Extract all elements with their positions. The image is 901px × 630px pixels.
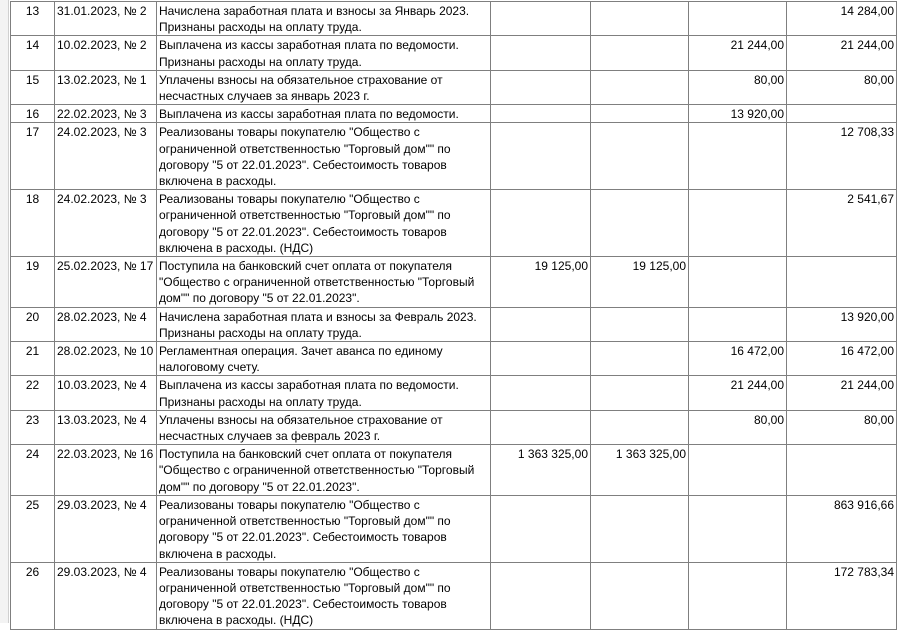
row-number-cell: 13 [11,2,55,36]
income-amount-cell [491,410,591,444]
income-taxable-amount-cell [591,70,689,104]
operation-description-cell: Уплачены взносы на обязательное страхование от несчастных случаев за январь 2023 г. [157,70,491,104]
table-row [11,105,897,123]
operation-description-cell: Реализованы товары покупателю "Общество с ограниченной ответственностью "Торговый дом"" по договору "5 от 22.01.2023". Себестоимость товаров включена в расходы. (НДС) [157,562,491,629]
income-taxable-amount-cell [591,342,689,376]
table-row [11,190,897,257]
operation-description-cell: Начислена заработная плата и взносы за Январь 2023. Признаны расходы на оплату труда. [157,2,491,36]
row-number-cell: 19 [11,257,55,308]
table-row [11,257,897,308]
expense-amount-cell [689,495,787,562]
document-date-cell: 25.02.2023, № 17 [55,257,157,308]
income-amount-cell [491,70,591,104]
row-number-cell: 16 [11,105,55,123]
table-row [11,70,897,104]
income-amount-cell [491,36,591,70]
table-row [11,562,897,629]
ledger-body [11,2,897,630]
expense-taxable-amount-cell [787,105,897,123]
expense-taxable-amount-cell [787,445,897,496]
expense-amount-cell: 13 920,00 [689,105,787,123]
operation-description-cell: Выплачена из кассы заработная плата по ведомости. [157,105,491,123]
income-amount-cell [491,307,591,341]
document-date-cell: 28.02.2023, № 4 [55,307,157,341]
operation-description-cell: Поступила на банковский счет оплата от покупателя "Общество с ограниченной ответственностью "Торговый дом"" по договору "5 от 22.01.2023". [157,445,491,496]
income-expense-ledger-table [10,1,897,630]
expense-taxable-amount-cell: 13 920,00 [787,307,897,341]
income-taxable-amount-cell [591,190,689,257]
income-amount-cell [491,190,591,257]
expense-amount-cell [689,123,787,190]
row-number-cell: 22 [11,376,55,410]
income-amount-cell [491,342,591,376]
expense-taxable-amount-cell: 2 541,67 [787,190,897,257]
row-number-cell: 20 [11,307,55,341]
document-date-cell: 29.03.2023, № 4 [55,562,157,629]
operation-description-cell: Начислена заработная плата и взносы за Февраль 2023. Признаны расходы на оплату труда. [157,307,491,341]
expense-taxable-amount-cell: 863 916,66 [787,495,897,562]
document-date-cell: 28.02.2023, № 10 [55,342,157,376]
expense-amount-cell [689,307,787,341]
expense-amount-cell: 21 244,00 [689,376,787,410]
income-taxable-amount-cell [591,410,689,444]
income-amount-cell: 1 363 325,00 [491,445,591,496]
document-date-cell: 10.03.2023, № 4 [55,376,157,410]
document-date-cell: 24.02.2023, № 3 [55,190,157,257]
income-taxable-amount-cell [591,2,689,36]
document-date-cell: 22.02.2023, № 3 [55,105,157,123]
income-taxable-amount-cell [591,36,689,70]
table-row [11,2,897,36]
income-taxable-amount-cell [591,307,689,341]
income-amount-cell [491,123,591,190]
expense-taxable-amount-cell: 80,00 [787,70,897,104]
table-row [11,342,897,376]
document-date-cell: 24.02.2023, № 3 [55,123,157,190]
document-date-cell: 22.03.2023, № 16 [55,445,157,496]
operation-description-cell: Регламентная операция. Зачет аванса по единому налоговому счету. [157,342,491,376]
expense-amount-cell [689,445,787,496]
income-amount-cell [491,376,591,410]
row-number-cell: 18 [11,190,55,257]
row-number-cell: 21 [11,342,55,376]
table-row [11,445,897,496]
expense-amount-cell [689,190,787,257]
expense-amount-cell [689,2,787,36]
row-number-cell: 23 [11,410,55,444]
row-number-cell: 15 [11,70,55,104]
income-amount-cell [491,562,591,629]
expense-amount-cell: 16 472,00 [689,342,787,376]
row-number-cell: 17 [11,123,55,190]
row-number-cell: 24 [11,445,55,496]
table-row [11,36,897,70]
expense-taxable-amount-cell: 80,00 [787,410,897,444]
expense-amount-cell [689,257,787,308]
document-date-cell: 13.02.2023, № 1 [55,70,157,104]
income-amount-cell: 19 125,00 [491,257,591,308]
expense-taxable-amount-cell: 21 244,00 [787,376,897,410]
operation-description-cell: Выплачена из кассы заработная плата по ведомости. Признаны расходы на оплату труда. [157,376,491,410]
expense-taxable-amount-cell [787,257,897,308]
income-amount-cell [491,2,591,36]
document-date-cell: 10.02.2023, № 2 [55,36,157,70]
table-row [11,495,897,562]
income-amount-cell [491,495,591,562]
income-taxable-amount-cell [591,105,689,123]
operation-description-cell: Реализованы товары покупателю "Общество с ограниченной ответственностью "Торговый дом"" по договору "5 от 22.01.2023". Себестоимость товаров включена в расходы. [157,495,491,562]
income-taxable-amount-cell: 19 125,00 [591,257,689,308]
expense-amount-cell: 80,00 [689,70,787,104]
operation-description-cell: Уплачены взносы на обязательное страхование от несчастных случаев за февраль 2023 г. [157,410,491,444]
table-row [11,410,897,444]
document-date-cell: 31.01.2023, № 2 [55,2,157,36]
income-taxable-amount-cell [591,495,689,562]
income-amount-cell [491,105,591,123]
row-number-cell: 14 [11,36,55,70]
expense-amount-cell: 80,00 [689,410,787,444]
table-row [11,376,897,410]
operation-description-cell: Реализованы товары покупателю "Общество с ограниченной ответственностью "Торговый дом"" по договору "5 от 22.01.2023". Себестоимость товаров включена в расходы. (НДС) [157,190,491,257]
income-taxable-amount-cell [591,123,689,190]
expense-taxable-amount-cell: 172 783,34 [787,562,897,629]
document-date-cell: 29.03.2023, № 4 [55,495,157,562]
left-margin-strip [0,0,9,623]
table-row [11,123,897,190]
income-taxable-amount-cell: 1 363 325,00 [591,445,689,496]
expense-taxable-amount-cell: 12 708,33 [787,123,897,190]
operation-description-cell: Выплачена из кассы заработная плата по ведомости. Признаны расходы на оплату труда. [157,36,491,70]
expense-taxable-amount-cell: 21 244,00 [787,36,897,70]
operation-description-cell: Реализованы товары покупателю "Общество с ограниченной ответственностью "Торговый дом"" по договору "5 от 22.01.2023". Себестоимость товаров включена в расходы. [157,123,491,190]
expense-amount-cell [689,562,787,629]
income-taxable-amount-cell [591,562,689,629]
row-number-cell: 26 [11,562,55,629]
table-row [11,307,897,341]
expense-taxable-amount-cell: 14 284,00 [787,2,897,36]
row-number-cell: 25 [11,495,55,562]
expense-amount-cell: 21 244,00 [689,36,787,70]
income-taxable-amount-cell [591,376,689,410]
operation-description-cell: Поступила на банковский счет оплата от покупателя "Общество с ограниченной ответственностью "Торговый дом"" по договору "5 от 22.01.2023". [157,257,491,308]
document-date-cell: 13.03.2023, № 4 [55,410,157,444]
expense-taxable-amount-cell: 16 472,00 [787,342,897,376]
